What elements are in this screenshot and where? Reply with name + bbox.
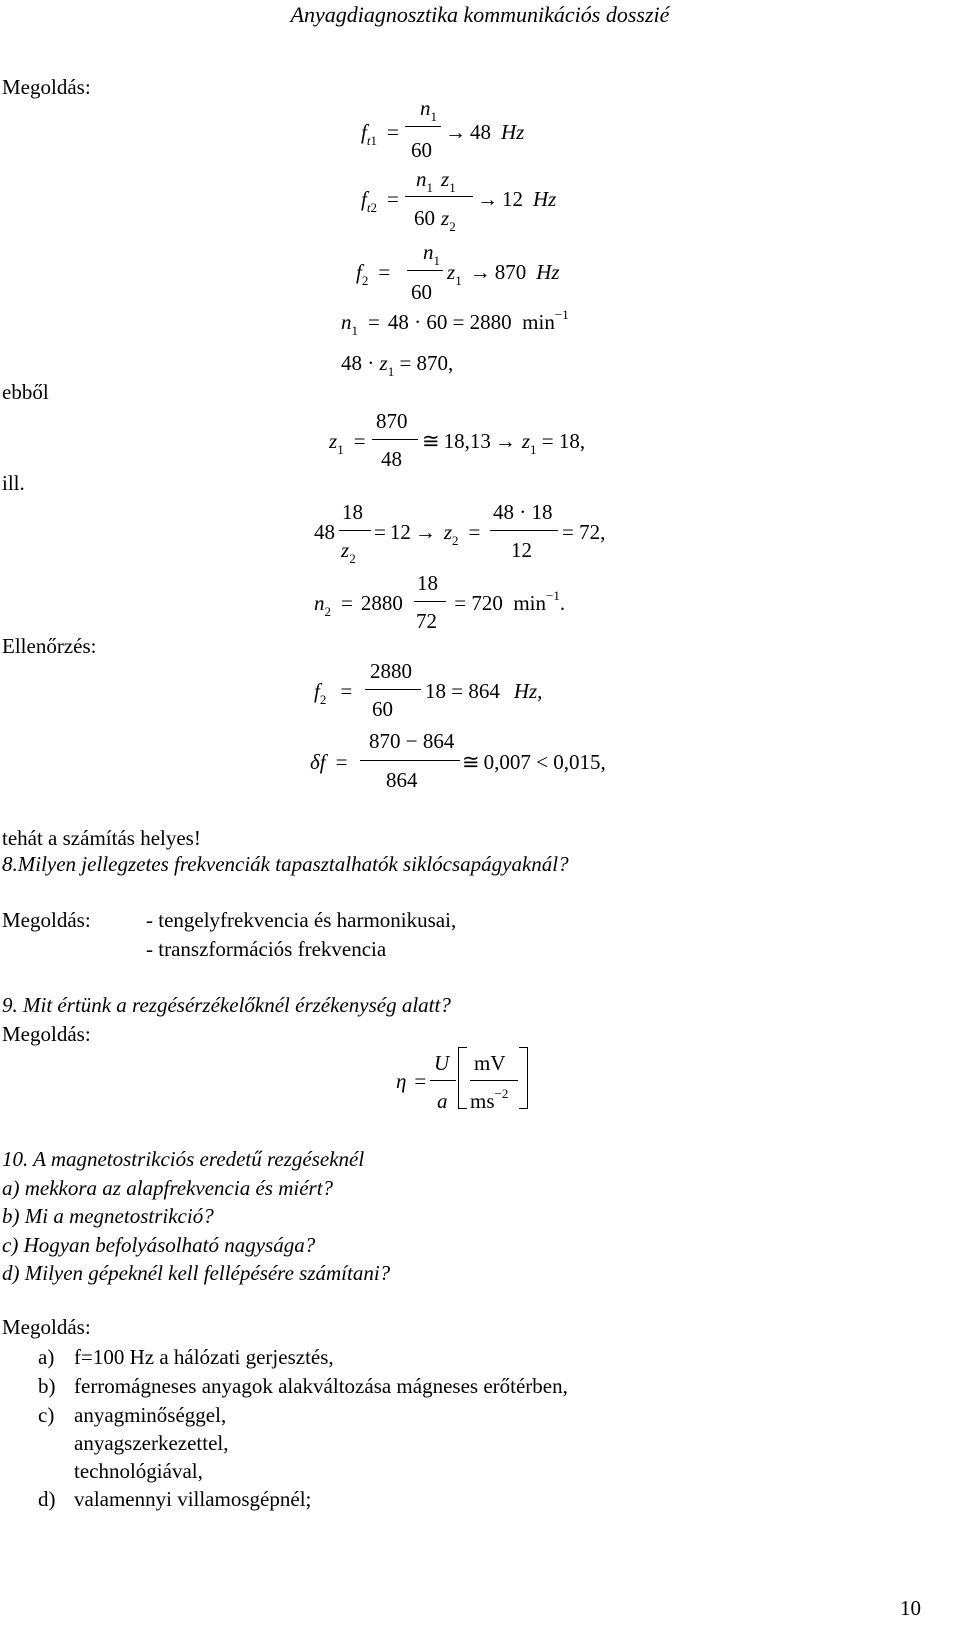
- eq6-num: 870: [376, 409, 408, 433]
- eq8-lhs: $n_2 = 2880$: [314, 591, 403, 619]
- eq3-frac-bar: [407, 270, 443, 271]
- eq2-den: 60 $z_2$: [414, 206, 456, 234]
- eq10-num: 870 − 864: [369, 729, 455, 753]
- eta-unit-bar: [470, 1080, 518, 1081]
- eq10-lhs: δf =: [310, 750, 348, 774]
- q10-label: Megoldás:: [2, 1315, 91, 1339]
- tehat-label: tehát a számítás helyes!: [2, 826, 201, 850]
- eq9-rhs: 18 = 864 Hz,: [425, 679, 543, 703]
- eq2-frac-bar: [405, 196, 473, 197]
- eq1-den: 60: [411, 138, 432, 162]
- ill-label: ill.: [2, 471, 25, 495]
- eta-unit-den: $ms^{-2}$: [470, 1086, 509, 1113]
- eq9-den: 60: [372, 697, 393, 721]
- eq7-num18: 18: [342, 500, 363, 524]
- eta-lhs: η =: [396, 1069, 427, 1093]
- eq1-rhs: → 48 Hz: [445, 120, 525, 144]
- eq8-num18: 18: [417, 571, 438, 595]
- eta-frac-bar: [430, 1080, 456, 1081]
- eq7-den12: 12: [511, 538, 532, 562]
- eq7-num-48x18: 48 · 18: [493, 500, 553, 524]
- eq1-num: $n_1$: [420, 96, 437, 124]
- q10-answer-d-letter: d): [38, 1487, 56, 1511]
- eq6-lhs: $z_1$ =: [329, 429, 366, 457]
- q10-answer-a-letter: a): [38, 1345, 55, 1369]
- eq5: $48 \cdot z_1 = 870$,: [341, 351, 454, 379]
- eq7-rhs: = 72,: [562, 520, 606, 544]
- eq2-num: $n_1$ $z_1$: [416, 167, 456, 195]
- eq10-den: 864: [386, 768, 418, 792]
- eq3-num: $n_1$: [423, 240, 440, 268]
- eq2-lhs: $f_{t2}$ =: [361, 187, 399, 215]
- eq7-48: 48: [314, 520, 335, 544]
- q10-question-d: d) Milyen gépeknél kell fellépésére számítani?: [2, 1261, 391, 1285]
- q10-answer-b-letter: b): [38, 1374, 56, 1398]
- eq6-frac-bar: [372, 439, 418, 440]
- q8-answer-2: - transzformációs frekvencia: [146, 937, 387, 961]
- ebbol-label: ebből: [2, 380, 49, 404]
- eq7-frac-bar2: [490, 530, 558, 531]
- q10-answer-a-text: f=100 Hz a hálózati gerjesztés,: [74, 1345, 334, 1369]
- eq7-den-z2: $z_2$: [341, 538, 356, 566]
- eq1-frac-bar: [405, 126, 441, 127]
- q10-answer-c-letter: c): [38, 1403, 55, 1427]
- q10-answer-c-text: anyagminőséggel,: [74, 1403, 227, 1427]
- eq8-frac-bar: [414, 601, 446, 602]
- megoldas-label: Megoldás:: [2, 75, 91, 99]
- eq10-rhs: ≅ 0,007 < 0,015,: [462, 750, 606, 774]
- eta-unit-num: mV: [474, 1051, 506, 1075]
- q10-answer-d-text: valamennyi villamosgépnél;: [74, 1487, 312, 1511]
- eq3-rhs: $z_1 \to 870$ Hz: [447, 260, 560, 288]
- eq10-frac-bar: [360, 760, 460, 761]
- q10-question-a: a) mekkora az alapfrekvencia és miért?: [2, 1176, 334, 1200]
- eq6-rhs: ≅ $18,13 \to z_1 = 18$,: [422, 429, 586, 457]
- eq9-num: 2880: [370, 659, 412, 683]
- q9-question: 9. Mit értünk a rezgésérzékelőknél érzékenység alatt?: [2, 993, 451, 1017]
- q10-question-b: b) Mi a megnetostrikció?: [2, 1204, 214, 1228]
- eq9-frac-bar: [365, 689, 421, 690]
- eta-left-bracket: [458, 1047, 467, 1109]
- ellenorzes-label: Ellenőrzés:: [2, 634, 97, 658]
- eq9-lhs: $f_2$ =: [314, 679, 353, 707]
- eq7-mid: = $12 \to z_2$ =: [374, 520, 481, 548]
- eq1-lhs: $f_{t1}$ =: [361, 120, 399, 148]
- eq8-rhs: = 720 $\min^{-1}$.: [449, 588, 566, 615]
- q10-answer-c2-text: anyagszerkezettel,: [74, 1431, 229, 1455]
- q10-answer-c3-text: technológiával,: [74, 1459, 203, 1483]
- eta-den: a: [437, 1089, 448, 1113]
- eq3-lhs: $f_2$ =: [356, 260, 391, 288]
- eq3-den: 60: [411, 280, 432, 304]
- q9-label: Megoldás:: [2, 1022, 91, 1046]
- eq2-rhs: → 12 Hz: [477, 187, 557, 211]
- q8-answer-1: - tengelyfrekvencia és harmonikusai,: [146, 908, 457, 932]
- eq7-frac-bar1: [339, 530, 371, 531]
- q10-question-0: 10. A magnetostrikciós eredetű rezgéseknél: [2, 1147, 365, 1171]
- q10-answer-b-text: ferromágneses anyagok alakváltozása mágneses erőtérben,: [74, 1374, 568, 1398]
- q10-question-c: c) Hogyan befolyásolható nagysága?: [2, 1233, 316, 1257]
- eq6-den: 48: [381, 447, 402, 471]
- eta-num: U: [434, 1051, 450, 1075]
- q8-question: 8.Milyen jellegzetes frekvenciák tapasztalhatók siklócsapágyaknál?: [2, 852, 569, 876]
- q8-label: Megoldás:: [2, 908, 91, 932]
- page-header: Anyagdiagnosztika kommunikációs dosszié: [290, 2, 670, 27]
- eq4: $n_1 = 48 \cdot 60 = 2880$ $\min^{-1}$: [341, 307, 569, 338]
- page-number: 10: [900, 1596, 921, 1620]
- eta-right-bracket: [519, 1047, 528, 1109]
- eq8-den72: 72: [416, 609, 437, 633]
